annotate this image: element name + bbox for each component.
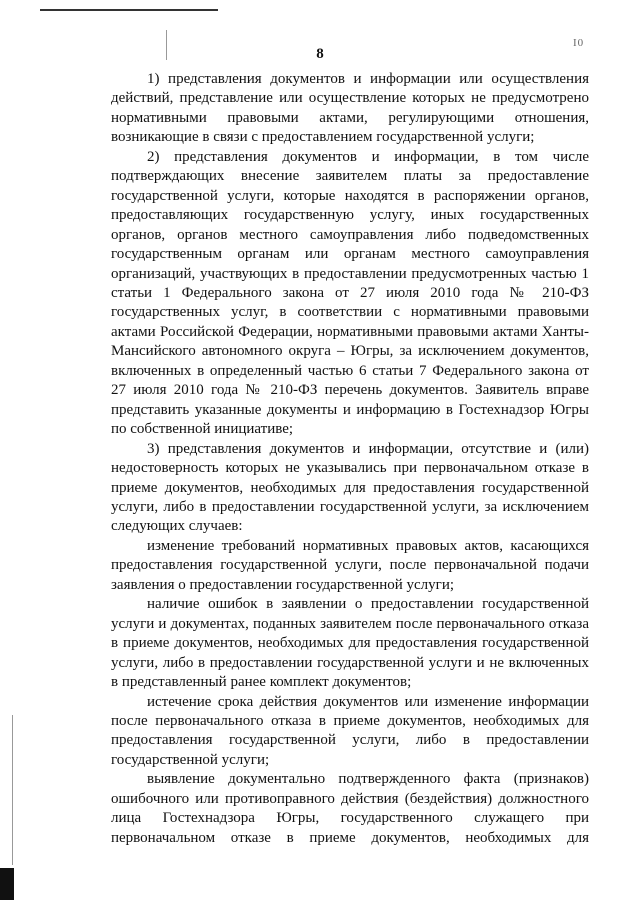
paragraph-5: наличие ошибок в заявлении о предоставлении государственной услуги и документах, поданных заявителем после первоначального отказа в приеме документов, необходимых для предоставления государственной услуги, либо в предоставлении государственной услуги и не включенных в представленный ранее комплект документов; — [111, 596, 589, 691]
page-number: 8 — [316, 46, 324, 62]
paragraph-4: изменение требований нормативных правовых актов, касающихся предоставления государственной услуги, после первоначальной подачи заявления о предоставлении государственной услуги; — [111, 537, 589, 593]
paragraph-1: 1) представления документов и информации или осуществления действий, представление или осуществление которых не предусмотрено нормативными правовыми актами, регулирующими отношения, возникающие в связи с предоставлением государственной услуги; — [111, 71, 589, 146]
page-stamp: I0 — [573, 37, 585, 49]
scan-left-edge-mark — [0, 868, 14, 900]
scan-left-edge-line — [12, 715, 13, 865]
paragraph-6: истечение срока действия документов или изменение информации после первоначального отказа в приеме документов, необходимых для предоставления государственной услуги, либо в предоставлении государственной услуги; — [111, 693, 589, 768]
paragraph-2: 2) представления документов и информации, в том числе подтверждающих внесение заявителем платы за предоставление государственной услуги, которые находятся в распоряжении органов, предоставляющих государственную услугу, иных государственных органов, органов местного самоуправления либо подведомственных государственным органам или органам местного самоуправления организаций, участвующих в предоставлении предусмотренных частью 1 статьи 1 Федерального закона от 27 июля 2010 года № 210-ФЗ государственных услуг, в соответствии с нормативными правовыми актами Российской Федерации, нормативными правовыми актами Ханты-Мансийского автономного округа – Югры, за исключением документов, включенных в определенный частью 6 статьи 7 Федерального закона от 27 июля 2010 года № 210-ФЗ перечень документов. Заявитель вправе представить указанные документы и информацию в Гостехнадзор Югры по собственной инициативе; — [111, 148, 589, 438]
paragraph-7: выявление документально подтвержденного факта (признаков) ошибочного или противоправного действия (бездействия) должностного лица Гостехнадзора Югры, государственного служащего при первоначальном отказе в приеме документов, необходимых для — [111, 771, 589, 846]
paragraph-3: 3) представления документов и информации, отсутствие и (или) недостоверность которых не указывались при первоначальном отказе в приеме документов, необходимых для предоставления государственной услуги, либо в предоставлении государственной услуги, за исключением следующих случаев: — [111, 440, 589, 535]
scan-top-line — [40, 9, 218, 11]
document-body — [111, 70, 589, 848]
